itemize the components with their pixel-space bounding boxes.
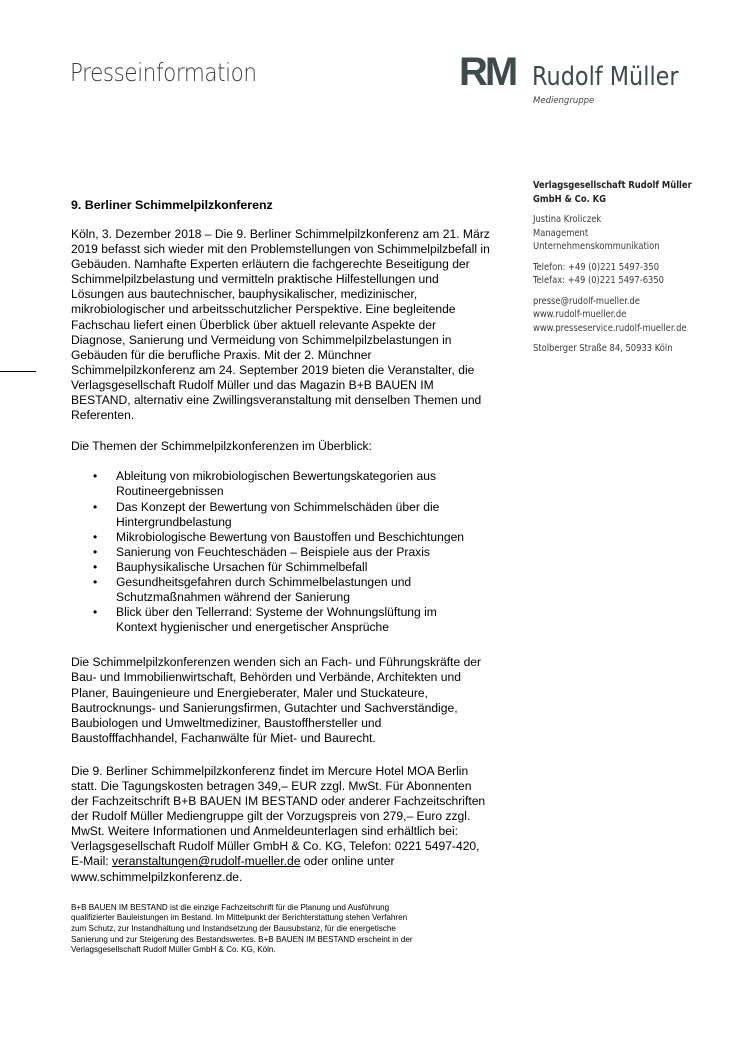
press-email-link[interactable]: presse@rudolf-mueller.de <box>533 295 640 307</box>
address-block <box>533 342 733 356</box>
document-type-title: Presseinformation <box>70 58 257 87</box>
article-headline: 9. Berliner Schimmelpilzkonferenz <box>71 198 273 212</box>
topic-item <box>71 605 511 635</box>
logo-company-name: Rudolf Müller <box>532 62 679 92</box>
topic-line: • Ableitung von mikrobiologischen Bewertungskategorien aus <box>116 469 437 484</box>
publisher-line: Verlagsgesellschaft Rudolf Müller <box>533 180 692 191</box>
contact-line: Unternehmenskommunikation <box>533 241 660 252</box>
email-suffix: oder online unter <box>300 854 395 869</box>
contact-person <box>533 213 733 254</box>
topic-item <box>71 575 511 605</box>
audience-line: Baubiologen und Umweltmediziner, Baustoffhersteller und <box>71 715 382 730</box>
topic-line: Routineergebnissen <box>116 484 224 499</box>
topic-item <box>71 469 511 499</box>
fold-mark <box>0 371 36 372</box>
intro-line: Diagnose, Sanierung und Vermeidung von Schimmelpilzbelastungen in <box>71 332 452 347</box>
audience-paragraph <box>71 655 511 746</box>
intro-paragraph <box>71 227 511 423</box>
topic-line: • Bauphysikalische Ursachen für Schimmelbefall <box>116 559 368 574</box>
venue-line: Verlagsgesellschaft Rudolf Müller GmbH & Co. KG, Telefon: 0221 5497-420, <box>71 839 480 854</box>
fax-line: Telefax: +49 (0)221 5497-6350 <box>533 275 664 286</box>
footnote-line: zum Schutz, zur Instandhaltung und Instandsetzung der Bausubstanz, für die energetische <box>71 924 396 934</box>
intro-line: Gebäuden. Namhafte Experten erläutern die fachgerechte Beseitigung der <box>71 257 470 272</box>
registration-email-link[interactable]: veranstaltungen@rudolf-mueller.de <box>112 854 301 869</box>
venue-line: der Fachzeitschrift B+B BAUEN IM BESTAND oder anderer Fachzeitschriften <box>71 794 486 809</box>
footnote-line: B+B BAUEN IM BESTAND ist die einzige Fachzeitschrift für die Planung und Ausführung <box>71 902 390 912</box>
audience-line: Bautrocknungs- und Sanierungsfirmen, Gutachter und Sachverständige, <box>71 700 458 715</box>
footnote-line: qualifizierter Bauleistungen im Bestand. Im Mittelpunkt der Berichterstattung stehen Verfahren <box>71 913 408 923</box>
intro-line: Schimmelpilzkonferenz am 24. September 2019 bieten die Veranstalter, die <box>71 362 475 377</box>
venue-line: der Rudolf Müller Mediengruppe gilt der Vorzugspreis von 279,– Euro zzgl. <box>71 809 471 824</box>
phone-block <box>533 261 733 288</box>
audience-line: Die Schimmelpilzkonferenzen wenden sich an Fach- und Führungskräfte der <box>71 655 482 670</box>
venue-line: statt. Die Tagungskosten betragen 349,– EUR zzgl. MwSt. Für Abonnenten <box>71 779 472 793</box>
contact-line: Justina Kroliczek <box>533 214 602 225</box>
intro-line: 2019 befasst sich wieder mit den Problemstellungen von Schimmelpilzbefall in <box>71 242 490 257</box>
email-line <box>71 854 511 869</box>
web-block <box>533 295 733 336</box>
conference-website-link[interactable]: www.schimmelpilzkonferenz.de. <box>71 869 243 884</box>
intro-line: Fachschau liefert einen Überblick über aktuell relevante Aspekte der <box>71 317 437 332</box>
topic-line: Kontext hygienischer und energetischer Ansprüche <box>116 620 389 635</box>
intro-line: Referenten. <box>71 408 135 423</box>
logo-subtitle: Mediengruppe <box>533 96 595 106</box>
intro-line: BESTAND, alternativ eine Zwillingsveranstaltung mit denselben Themen und <box>71 393 482 408</box>
topic-item <box>71 530 511 545</box>
venue-line: Die 9. Berliner Schimmelpilzkonferenz findet im Mercure Hotel MOA Berlin <box>71 763 469 778</box>
website-link[interactable]: www.rudolf-mueller.de <box>533 309 627 320</box>
topic-line: Schutzmaßnahmen während der Sanierung <box>116 590 350 605</box>
topics-list <box>71 469 511 635</box>
intro-line: mikrobiologischer und arbeitsschutzlicher Perspektive. Eine begleitende <box>71 302 456 317</box>
topic-item <box>71 545 511 560</box>
audience-line: Bau- und Immobilienwirtschaft, Behörden und Verbände, Architekten und <box>71 670 461 685</box>
logo-mark: RM <box>459 50 516 94</box>
email-prefix: E-Mail: <box>71 854 112 869</box>
phone-line: Telefon: +49 (0)221 5497-350 <box>533 261 660 273</box>
topic-item <box>71 500 511 530</box>
article-body <box>71 197 511 956</box>
press-service-link[interactable]: www.presseservice.rudolf-mueller.de <box>533 322 687 334</box>
topic-line: • Mikrobiologische Bewertung von Baustoffen und Beschichtungen <box>116 529 465 544</box>
footnote-line: Verlagsgesellschaft Rudolf Müller GmbH & Co. KG, Köln. <box>71 945 276 955</box>
topic-item <box>71 560 511 575</box>
topic-line: • Das Konzept der Bewertung von Schimmelschäden über die <box>116 499 440 514</box>
topic-line: • Sanierung von Feuchteschäden – Beispiele aus der Praxis <box>116 544 430 559</box>
intro-line: Verlagsgesellschaft Rudolf Müller und das Magazin B+B BAUEN IM <box>71 377 434 392</box>
intro-line: Gebäuden für die berufliche Praxis. Mit der 2. Münchner <box>71 347 372 362</box>
address-line: Stolberger Straße 84, 50933 Köln <box>533 343 673 354</box>
venue-line: MwSt. Weitere Informationen und Anmeldeunterlagen sind erhältlich bei: <box>71 824 458 839</box>
venue-paragraph <box>71 764 511 885</box>
audience-line: Baustofffachhandel, Fachanwälte für Miet- und Baurecht. <box>71 730 376 745</box>
contact-line: Management <box>533 227 589 239</box>
topics-section <box>71 439 511 635</box>
footnote-line: Sanierung und zur Steigerung des Bestandswertes. B+B BAUEN IM BESTAND erscheint in der <box>71 934 413 944</box>
publication-footnote <box>71 903 511 957</box>
intro-line: Lösungen aus bautechnischer, bauphysikalischer, medizinischer, <box>71 287 418 302</box>
topic-line: • Gesundheitsgefahren durch Schimmelbelastungen und <box>116 574 412 589</box>
topic-line: • Blick über den Tellerrand: Systeme der Wohnungslüftung im <box>116 605 437 620</box>
audience-line: Planer, Bauingenieure und Energieberater, Maler und Stuckateure, <box>71 685 429 700</box>
topics-intro: Die Themen der Schimmelpilzkonferenzen im Überblick: <box>71 439 372 454</box>
contact-sidebar <box>533 179 733 356</box>
publisher-name <box>533 179 733 206</box>
publisher-line: GmbH & Co. KG <box>533 193 606 205</box>
intro-line: Köln, 3. Dezember 2018 – Die 9. Berliner Schimmelpilzkonferenz am 21. März <box>71 227 490 241</box>
topic-line: Hintergrundbelastung <box>116 514 232 529</box>
intro-line: Schimmelpilzbelastung und vermitteln praktische Hilfestellungen und <box>71 272 439 287</box>
